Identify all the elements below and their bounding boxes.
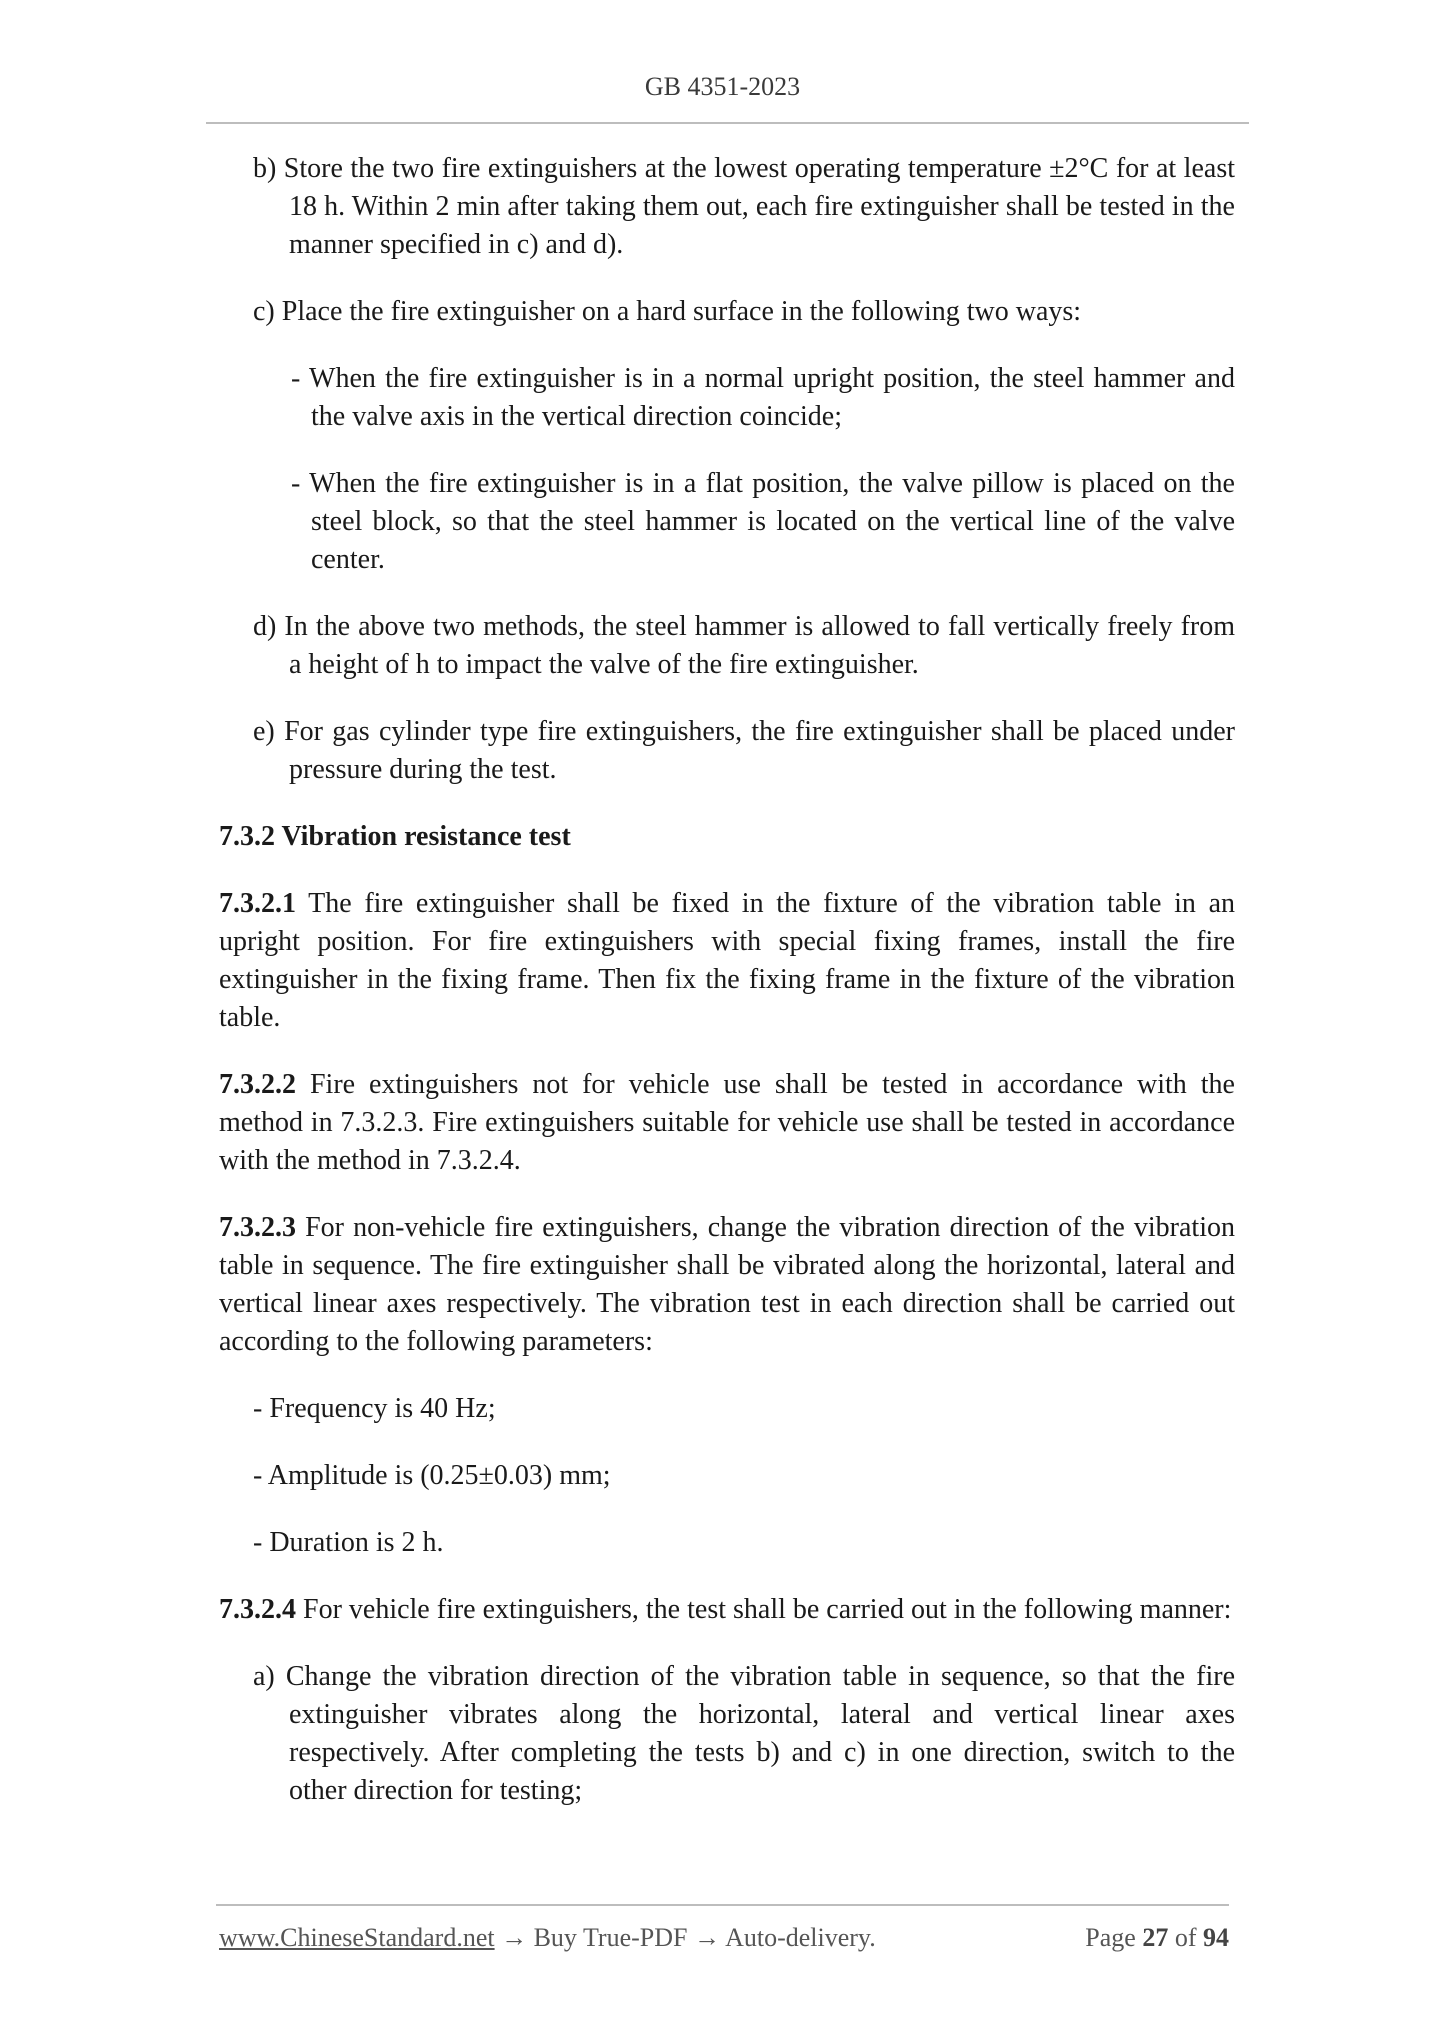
item-c-dash-2: - When the fire extinguisher is in a flat position, the valve pillow is placed on the steel block, so that the steel hammer is located on the vertical line of the valve center. bbox=[291, 468, 1235, 575]
item-a: a) Change the vibration direction of the vibration table in sequence, so that the fire extinguisher vibrates along the horizontal, lateral and vertical linear axes respectively. After completing the tests b) and c) in one direction, switch to the other direction for testing; bbox=[253, 1661, 1235, 1806]
item-b: b) Store the two fire extinguishers at the lowest operating temperature ±2°C for at least 18 h. Within 2 min after taking them out, each fire extinguisher shall be tested in the manner specified in c) and d). bbox=[253, 153, 1235, 260]
arrow-right-icon: → bbox=[501, 1923, 528, 1952]
document-code: GB 4351-2023 bbox=[644, 72, 801, 101]
clause-7-3-2-4 bbox=[219, 1591, 1235, 1629]
of-label: of bbox=[1174, 1923, 1197, 1952]
clause-text: For vehicle fire extinguishers, the test shall be carried out in the following manner: bbox=[296, 1594, 1232, 1625]
buy-text: Buy True-PDF bbox=[533, 1923, 688, 1952]
clause-7-3-2-3 bbox=[219, 1209, 1235, 1361]
page-label: Page bbox=[1085, 1923, 1136, 1952]
clause-7-3-2-1 bbox=[219, 885, 1235, 1037]
page-header bbox=[0, 72, 1445, 102]
clause-text: Fire extinguishers not for vehicle use shall be tested in accordance with the method in 7.3.2.3. Fire extinguishers suitable for vehicle use shall be tested in accordance with the method in 7.3.2.4. bbox=[219, 1069, 1235, 1176]
delivery-text: Auto-delivery. bbox=[725, 1923, 876, 1952]
section-heading-7-3-2: 7.3.2 Vibration resistance test bbox=[219, 821, 571, 852]
page-number: 27 bbox=[1142, 1923, 1169, 1952]
page-total: 94 bbox=[1203, 1923, 1229, 1952]
clause-number: 7.3.2.3 bbox=[219, 1212, 296, 1243]
param-frequency: - Frequency is 40 Hz; bbox=[253, 1393, 496, 1424]
clause-7-3-2-2 bbox=[219, 1066, 1235, 1180]
footer-left bbox=[219, 1923, 876, 1953]
website-link[interactable]: www.ChineseStandard.net bbox=[219, 1923, 495, 1952]
item-e: e) For gas cylinder type fire extinguishers, the fire extinguisher shall be placed under pressure during the test. bbox=[253, 716, 1235, 785]
page-content bbox=[219, 150, 1235, 1810]
clause-number: 7.3.2.1 bbox=[219, 888, 296, 919]
item-c-dash-1: - When the fire extinguisher is in a normal upright position, the steel hammer and the valve axis in the vertical direction coincide; bbox=[291, 363, 1235, 432]
clause-text: For non-vehicle fire extinguishers, change the vibration direction of the vibration table in sequence. The fire extinguisher shall be vibrated along the horizontal, lateral and vertical linear axes respectively. The vibration test in each direction shall be carried out according to the following parameters: bbox=[219, 1212, 1235, 1357]
param-amplitude: - Amplitude is (0.25±0.03) mm; bbox=[253, 1460, 611, 1491]
footer-divider bbox=[216, 1904, 1229, 1906]
header-divider bbox=[206, 122, 1249, 124]
page-indicator bbox=[1085, 1923, 1229, 1953]
param-duration: - Duration is 2 h. bbox=[253, 1527, 444, 1558]
arrow-right-icon: → bbox=[694, 1923, 720, 1952]
clause-number: 7.3.2.4 bbox=[219, 1594, 296, 1625]
clause-text: The fire extinguisher shall be fixed in the fixture of the vibration table in an upright position. For fire extinguishers with special fixing frames, install the fire extinguisher in the fixing frame. Then fix the fixing frame in the fixture of the vibration table. bbox=[219, 888, 1235, 1033]
item-d: d) In the above two methods, the steel hammer is allowed to fall vertically freely from a height of h to impact the valve of the fire extinguisher. bbox=[253, 611, 1235, 680]
item-c: c) Place the fire extinguisher on a hard surface in the following two ways: bbox=[253, 296, 1082, 327]
clause-number: 7.3.2.2 bbox=[219, 1069, 296, 1100]
